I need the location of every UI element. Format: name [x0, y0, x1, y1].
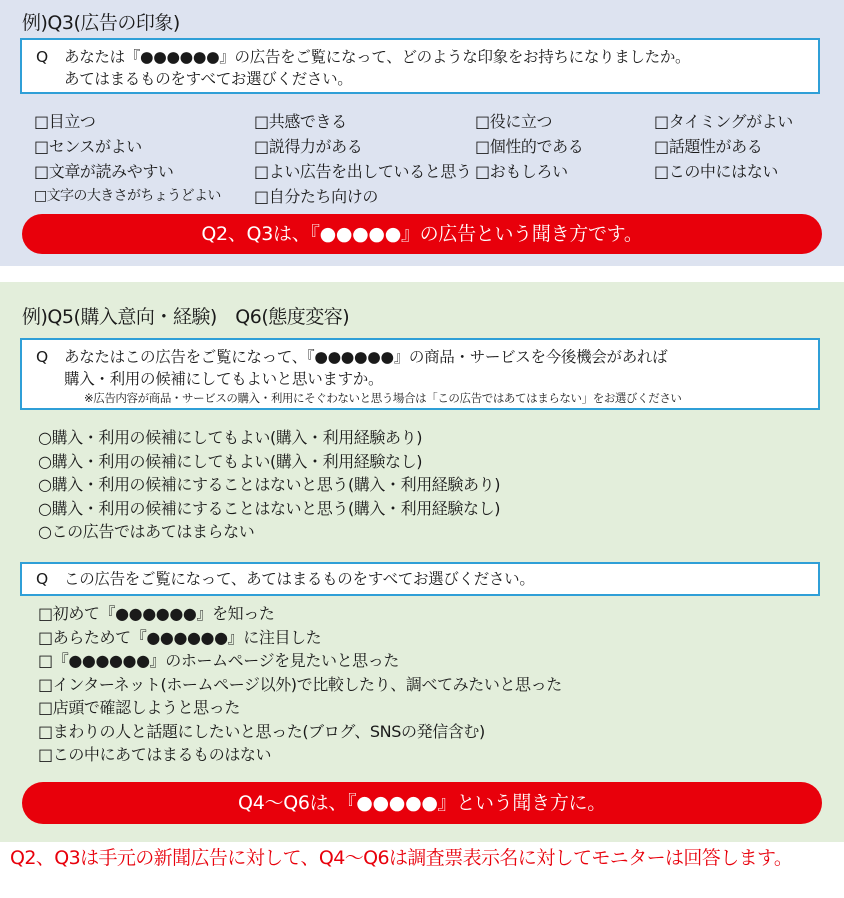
checkbox-option[interactable]: □よい広告を出していると思う [254, 162, 472, 181]
checkbox-option-list [38, 602, 562, 767]
section1-heading: 例)Q3(広告の印象) [22, 12, 180, 34]
radio-option[interactable]: ○購入・利用の候補にしてもよい(購入・利用経験なし) [38, 451, 423, 471]
q5-question-line1: あなたはこの広告をご覧になって、『●●●●●●』の商品・サービスを今後機会があれば [64, 348, 668, 366]
checkbox-option[interactable]: □タイミングがよい [654, 112, 793, 131]
radio-option[interactable]: ○購入・利用の候補にしてもよい(購入・利用経験あり) [38, 428, 423, 447]
checkbox-option[interactable]: □初めて『●●●●●●』を知った [38, 604, 275, 623]
checkbox-option[interactable]: □まわりの人と話題にしたいと思った(ブログ、SNSの発信含む) [38, 721, 485, 741]
radio-option[interactable]: ○購入・利用の候補にすることはないと思う(購入・利用経験あり) [38, 475, 501, 494]
q3-question-line2: あてはまるものをすべてお選びください。 [64, 70, 353, 88]
footer-note: Q2、Q3は手元の新聞広告に対して、Q4〜Q6は調査票表示名に対してモニターは回答します。 [10, 847, 793, 869]
question-prefix: Q [36, 570, 48, 588]
checkbox-option[interactable]: □話題性がある [654, 137, 763, 156]
q5-question-note: ※広告内容が商品・サービスの購入・利用にそぐわないと思う場合は「この広告ではあてはまらない」をお選びください [84, 391, 682, 405]
q2-q3-banner: Q2、Q3は、『●●●●●』の広告という聞き方です。 [22, 214, 822, 254]
q6-question-box [20, 562, 820, 596]
checkbox-option[interactable]: □店頭で確認しようと思った [38, 698, 240, 717]
checkbox-option[interactable]: □個性的である [475, 137, 584, 156]
checkbox-option[interactable]: □あらためて『●●●●●●』に注目した [38, 627, 322, 647]
q3-question-line1: あなたは『●●●●●●』の広告をご覧になって、どのような印象をお持ちになりましたか。 [64, 48, 691, 66]
question-prefix: Q [36, 48, 48, 66]
checkbox-option[interactable]: □文字の大きさがちょうどよい [34, 188, 221, 204]
radio-option[interactable]: ○この広告ではあてはまらない [38, 522, 255, 541]
radio-option[interactable]: ○購入・利用の候補にすることはないと思う(購入・利用経験なし) [38, 498, 501, 518]
q5-question-box [20, 338, 820, 410]
section2-heading: 例)Q5(購入意向・経験) Q6(態度変容) [22, 306, 350, 328]
checkbox-option[interactable]: □役に立つ [475, 112, 553, 131]
question-prefix: Q [36, 348, 48, 366]
q6-question-line1: この広告をご覧になって、あてはまるものをすべてお選びください。 [64, 570, 535, 588]
checkbox-option[interactable]: □共感できる [254, 112, 347, 131]
q3-example-panel [0, 0, 844, 266]
q5-question-line2: 購入・利用の候補にしてもよいと思いますか。 [64, 370, 384, 388]
q5-q6-example-panel [0, 282, 844, 842]
checkbox-option[interactable]: □文章が読みやすい [34, 162, 174, 181]
radio-option-list [38, 426, 500, 544]
checkbox-option[interactable]: □センスがよい [34, 137, 142, 156]
checkbox-option[interactable]: □インターネット(ホームページ以外)で比較したり、調べてみたいと思った [38, 674, 562, 694]
checkbox-option[interactable]: □説得力がある [254, 137, 363, 156]
checkbox-option[interactable]: □『●●●●●●』のホームページを見たいと思った [38, 651, 399, 670]
checkbox-option[interactable]: □自分たち向けの [254, 187, 378, 206]
q4-q6-banner: Q4〜Q6は、『●●●●●』という聞き方に。 [22, 782, 822, 824]
checkbox-option[interactable]: □この中にはない [654, 162, 778, 181]
q3-question-box [20, 38, 820, 94]
checkbox-option[interactable]: □目立つ [34, 112, 96, 131]
checkbox-option[interactable]: □おもしろい [475, 162, 568, 181]
checkbox-option[interactable]: □この中にあてはまるものはない [38, 745, 272, 764]
